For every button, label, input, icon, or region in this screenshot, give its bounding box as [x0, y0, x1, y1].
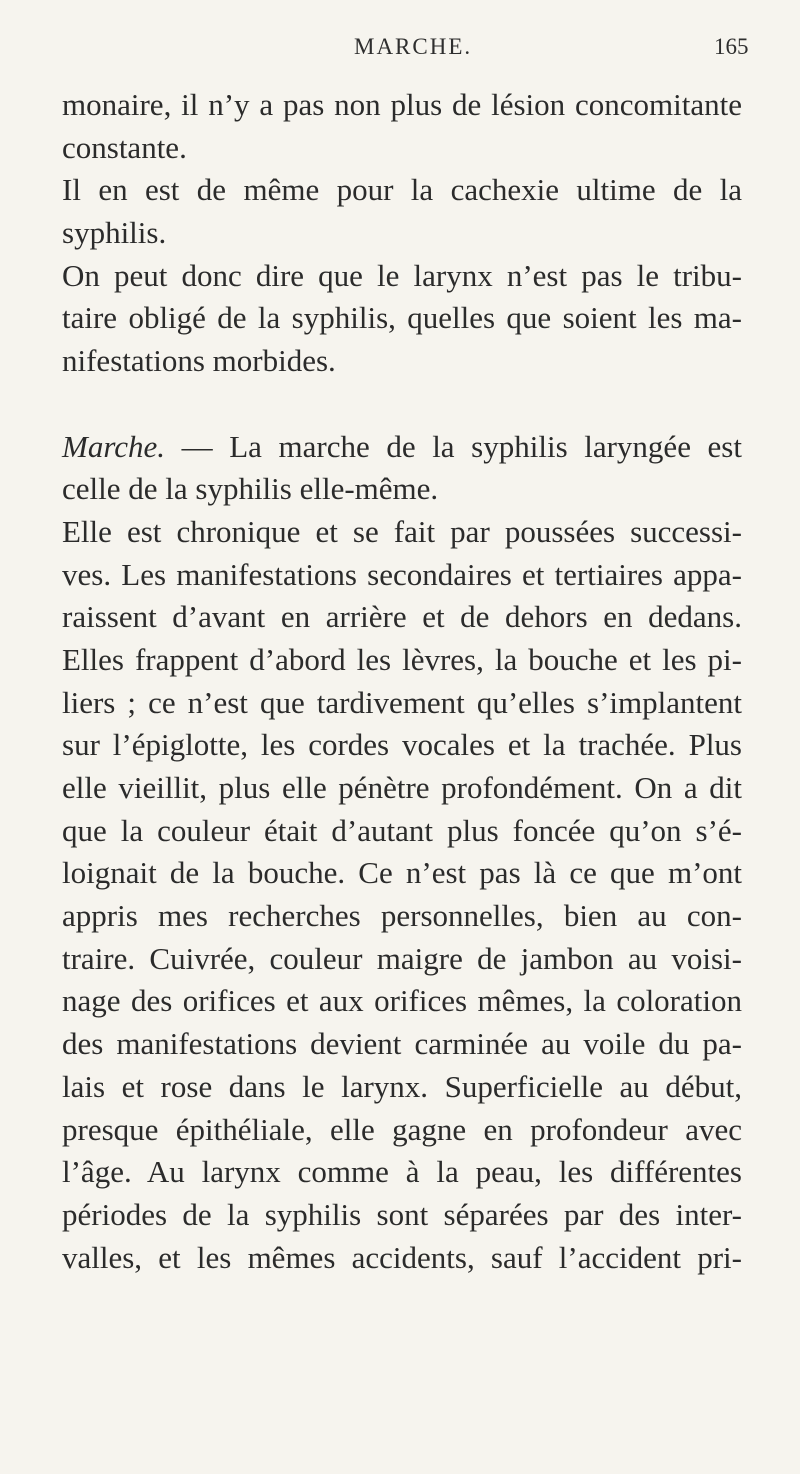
text-line: On peut donc dire que le larynx n’est pas le tribu- — [62, 257, 742, 293]
body-text — [62, 84, 742, 1279]
text-line: ves. Les manifestations secondaires et tertiaires appa- — [62, 556, 742, 592]
text-line: taire obligé de la syphilis, quelles que soient les ma- — [62, 300, 742, 336]
page-number: 165 — [714, 34, 749, 59]
section-heading: Marche. — [62, 428, 166, 464]
text-line: constante. — [62, 129, 187, 165]
text-line: elle vieillit, plus elle pénètre profondément. On a dit — [62, 770, 742, 805]
section-heading-line — [62, 426, 742, 469]
text-line: lais et rose dans le larynx. Superficielle au début, — [62, 1068, 742, 1104]
running-title: MARCHE. — [354, 34, 473, 59]
text-line: raissent d’avant en arrière et de dehors en dedans. — [62, 599, 742, 635]
text-line: Elle est chronique et se fait par poussées successi- — [62, 513, 742, 549]
text-line: nifestations morbides. — [62, 343, 336, 379]
text-line: Elles frappent d’abord les lèvres, la bouche et les pi- — [62, 641, 742, 677]
paragraph-gap — [62, 383, 742, 426]
text-line: que la couleur était d’autant plus foncée qu’on s’é- — [62, 812, 742, 848]
text-line: appris mes recherches personnelles, bien au con- — [62, 898, 742, 934]
text-line: sur l’épiglotte, les cordes vocales et la trachée. Plus — [62, 727, 742, 763]
text-line: monaire, il n’y a pas non plus de lésion concomitante — [62, 87, 742, 122]
text-line: périodes de la syphilis sont séparées par des inter- — [62, 1196, 742, 1232]
text-line: traire. Cuivrée, couleur maigre de jambon au voisi- — [62, 940, 742, 976]
text-line: liers ; ce n’est que tardivement qu’elles s’implantent — [62, 684, 742, 720]
text-line: celle de la syphilis elle-même. — [62, 471, 439, 507]
text-line: syphilis. — [62, 215, 167, 251]
text-line: presque épithéliale, elle gagne en profondeur avec — [62, 1111, 742, 1147]
text-line: des manifestations devient carminée au voile du pa- — [62, 1026, 742, 1062]
text-line: Il en est de même pour la cachexie ultime de la — [62, 172, 742, 208]
text-line: loignait de la bouche. Ce n’est pas là ce que m’ont — [62, 855, 742, 891]
text-line: nage des orifices et aux orifices mêmes, la coloration — [62, 983, 742, 1019]
section-heading-continuation: — La marche de la syphilis laryngée est — [165, 428, 742, 464]
text-line: l’âge. Au larynx comme à la peau, les différentes — [62, 1154, 742, 1190]
text-line: valles, et les mêmes accidents, sauf l’accident pri- — [62, 1239, 742, 1275]
running-head — [0, 34, 800, 70]
